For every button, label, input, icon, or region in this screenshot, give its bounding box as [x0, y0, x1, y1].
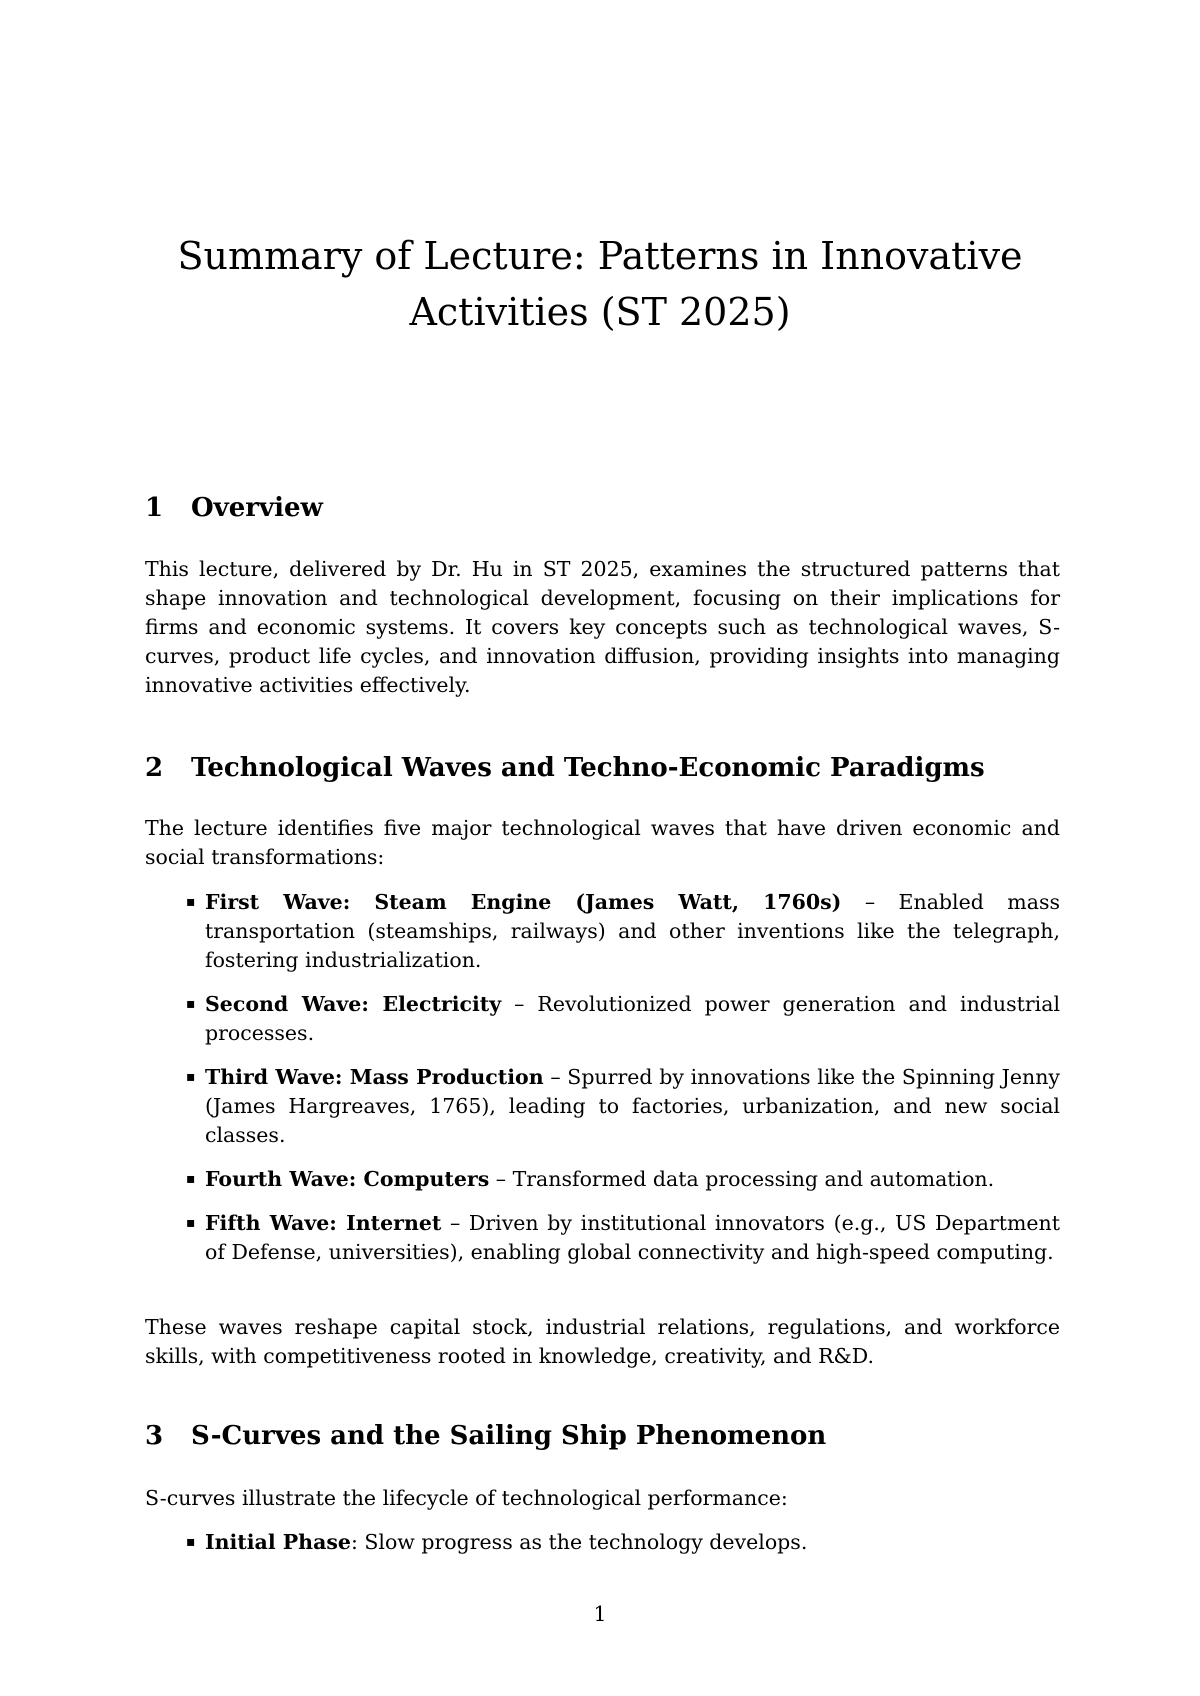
- bullet-icon: ▪: [186, 996, 196, 1012]
- bullet-icon: ▪: [186, 1534, 196, 1550]
- list-item-text: – Transformed data processing and automation.: [489, 1167, 995, 1191]
- bullet-icon: ▪: [186, 1215, 196, 1231]
- list-item: [145, 888, 1060, 975]
- section-3-heading: [145, 1420, 1065, 1452]
- list-item-text: – Driven by institutional innovators (e.g., US Department of Defense, universities), enabling global connectivity and high-speed computing.: [205, 1211, 1060, 1264]
- list-item-term: Fifth Wave: Internet: [205, 1211, 442, 1235]
- section-title: Overview: [191, 493, 323, 523]
- list-item-term: Third Wave: Mass Production: [205, 1065, 544, 1089]
- section-number: 2: [145, 753, 164, 783]
- section-1-heading: [145, 492, 1065, 524]
- section-1-paragraph: This lecture, delivered by Dr. Hu in ST 2025, examines the structured patterns that shape innovation and technological development, focusing on their implications for firms and economic systems. It covers key concepts such as technological waves, S-curves, product life cycles, and innovation diffusion, providing insights into managing innovative activities effectively.: [145, 557, 1060, 697]
- list-item: [145, 1165, 1060, 1194]
- list-item-term: Initial Phase: [205, 1530, 351, 1554]
- section-title: Technological Waves and Techno-Economic Paradigms: [191, 753, 985, 783]
- list-item-text: – Revolutionized power generation and industrial processes.: [205, 992, 1060, 1045]
- list-item-term: First Wave: Steam Engine (James Watt, 1760s): [205, 890, 842, 914]
- list-item-text: – Spurred by innovations like the Spinning Jenny (James Hargreaves, 1765), leading to factories, urbanization, and new social classes.: [205, 1065, 1060, 1147]
- section-number: 1: [145, 493, 164, 523]
- list-item: [145, 1209, 1060, 1267]
- list-item: [145, 990, 1060, 1048]
- list-item: [145, 1063, 1060, 1150]
- list-item-text: – Enabled mass transportation (steamships, railways) and other inventions like the telegraph, fostering industrialization.: [205, 890, 1061, 972]
- bullet-icon: ▪: [186, 1171, 196, 1187]
- document-title: Summary of Lecture: Patterns in Innovative Activities (ST 2025): [177, 234, 1023, 334]
- section-2-outro: These waves reshape capital stock, industrial relations, regulations, and workforce skills, with competitiveness rooted in knowledge, creativity, and R&D.: [145, 1315, 1060, 1368]
- section-number: 3: [145, 1421, 164, 1451]
- s-curve-phases-list: [145, 1528, 1060, 1572]
- section-3-intro: S-curves illustrate the lifecycle of technological performance:: [145, 1486, 788, 1510]
- technological-waves-list: [145, 888, 1060, 1282]
- list-item-term: Fourth Wave: Computers: [205, 1167, 490, 1191]
- section-2-intro: The lecture identifies five major technological waves that have driven economic and social transformations:: [145, 816, 1060, 869]
- list-item-text: : Slow progress as the technology develops.: [350, 1530, 808, 1554]
- list-item: [145, 1528, 1060, 1557]
- page-number: 1: [593, 1602, 607, 1626]
- section-2-heading: [145, 752, 1065, 784]
- bullet-icon: ▪: [186, 1069, 196, 1085]
- list-item-term: Second Wave: Electricity: [205, 992, 502, 1016]
- section-title: S-Curves and the Sailing Ship Phenomenon: [191, 1421, 827, 1451]
- bullet-icon: ▪: [186, 894, 196, 910]
